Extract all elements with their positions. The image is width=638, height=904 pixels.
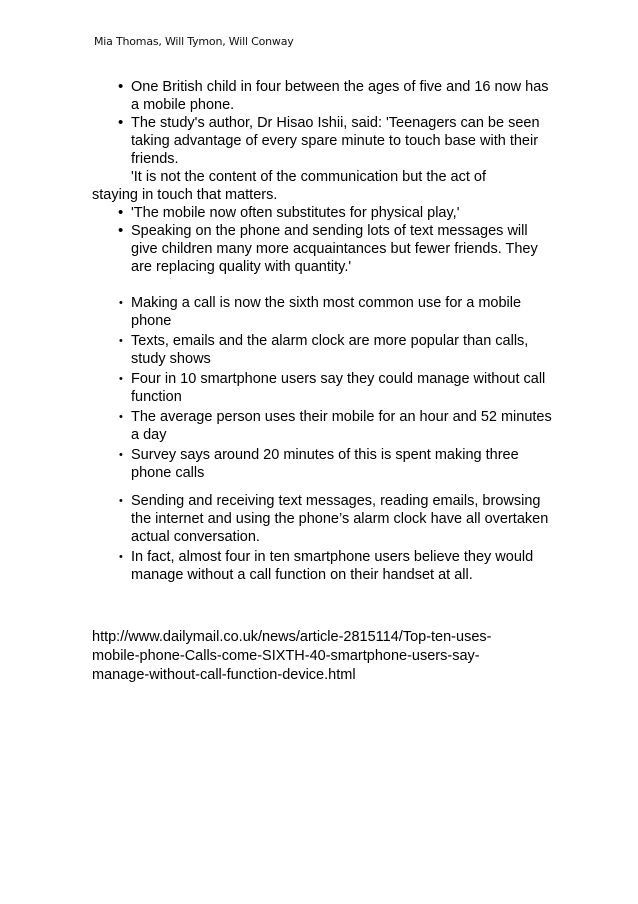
bullet-list-3 — [92, 294, 552, 482]
quote-line-indented: 'It is not the content of the communication but the act of — [131, 169, 487, 185]
source-url-line: mobile-phone-Calls-come-SIXTH-40-smartphone-users-say- — [92, 648, 480, 664]
list-item: • Speaking on the phone and sending lots of text messages will give children many more acquaintances but fewer friends. They are replacing quality with quantity.' — [92, 222, 552, 276]
source-url-line: manage-without-call-function-device.html — [92, 667, 356, 683]
bullet-list-4 — [92, 492, 552, 584]
list-item: • 'The mobile now often substitutes for physical play,' — [92, 204, 552, 222]
source-url-line: http://www.dailymail.co.uk/news/article-2815114/Top-ten-uses- — [92, 629, 492, 645]
list-item: • One British child in four between the ages of five and 16 now has a mobile phone. — [92, 78, 552, 114]
list-item: • Making a call is now the sixth most common use for a mobile phone — [92, 294, 552, 330]
list-item: • Texts, emails and the alarm clock are more popular than calls, study shows — [92, 332, 552, 368]
list-item: • In fact, almost four in ten smartphone users believe they would manage without a call function on their handset at all. — [92, 548, 552, 584]
quote-line-continued: staying in touch that matters. — [92, 187, 278, 203]
page-header-authors: Mia Thomas, Will Tymon, Will Conway — [94, 35, 294, 48]
list-item: • Survey says around 20 minutes of this is spent making three phone calls — [92, 446, 552, 482]
source-url — [92, 628, 552, 685]
list-item: • Sending and receiving text messages, reading emails, browsing the internet and using the phone’s alarm clock have all overtaken actual conversation. — [92, 492, 552, 546]
bullet-list-2 — [92, 204, 552, 276]
list-item: • Four in 10 smartphone users say they could manage without call function — [92, 370, 552, 406]
document-body — [92, 78, 552, 685]
bullet-list-1 — [92, 78, 552, 168]
list-item: • The study's author, Dr Hisao Ishii, said: 'Teenagers can be seen taking advantage of every spare minute to touch base with their friends. — [92, 114, 552, 168]
list-item: • The average person uses their mobile for an hour and 52 minutes a day — [92, 408, 552, 444]
